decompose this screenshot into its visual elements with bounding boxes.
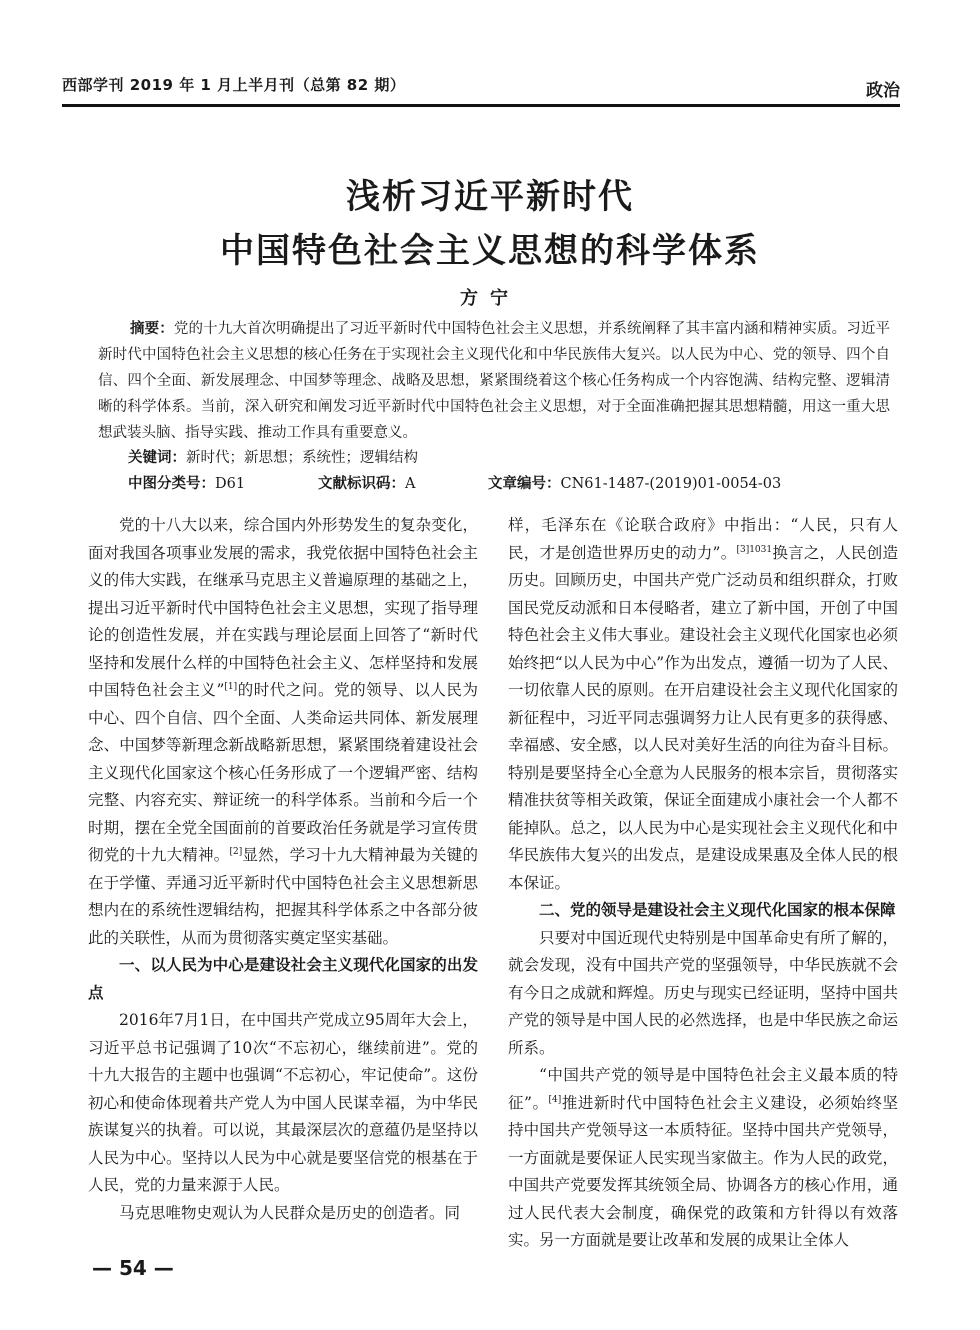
body-paragraph: 党的十八大以来，综合国内外形势发生的复杂变化，面对我国各项事业发展的需求，我党依据中国特色社会主义的伟大实践，在继承马克思主义普遍原理的基础之上，提出习近平新时代中国特色社会主义思想，实现了指导理论的创造性发展，并在实践与理论层面上回答了“新时代坚持和发展什么样的中国特色社会主义、怎样坚持和发展中国特色社会主义”[1]的时代之问。党的领导、以人民为中心、四个自信、四个全面、人类命运共同体、新发展理念、中国梦等新理念新战略新思想，紧紧围绕着建设社会主义现代化国家这个核心任务形成了一个逻辑严密、结构完整、内容充实、辩证统一的科学体系。当前和今后一个时期，摆在全党全国面前的首要政治任务就是学习宣传贯彻党的十九大精神。[2]显然，学习十九大精神最为关键的在于学懂、弄通习近平新时代中国特色社会主义思想新思想内在的系统性逻辑结构，把握其科学体系之中各部分彼此的关联性，从而为贯彻落实奠定坚实基础。 <box>88 516 478 947</box>
body-paragraph: 只要对中国近现代史特别是中国革命史有所了解的，就会发现，没有中国共产党的坚强领导，中华民族就不会有今日之成就和辉煌。历史与现实已经证明，坚持中国共产党的领导是中国人民的必然选择，也是中华民族之命运所系。 <box>508 928 898 1057</box>
journal-header: 西部学刊 2019 年 1 月上半月刊（总第 82 期） <box>62 76 406 94</box>
abstract <box>98 316 890 446</box>
body-paragraph: 马克思唯物史观认为人民群众是历史的创造者。同 <box>119 1203 461 1222</box>
left-column <box>88 512 478 1227</box>
body-paragraph: 2016年7月1日，在中国共产党成立95周年大会上，习近平总书记强调了10次“不忘初心，继续前进”。党的十九大报告的主题中也强调“不忘初心，牢记使命”。这份初心和使命体现着共产党人为中国人民谋幸福，为中华民族谋复兴的执着。可以说，其最深层次的意蕴仍是坚持以人民为中心。坚持以人民为中心就是要坚信党的根基在于人民，党的力量来源于人民。 <box>88 1011 478 1194</box>
keywords-label: 关键词： <box>128 450 186 466</box>
doc-code-label: 文献标识码： <box>318 476 405 492</box>
classification-line <box>128 472 888 493</box>
citation-ref: [2] <box>229 846 243 857</box>
abstract-label: 摘要： <box>130 321 174 337</box>
abstract-text: 党的十九大首次明确提出了习近平新时代中国特色社会主义思想，并系统阐释了其丰富内涵和精神实质。习近平新时代中国特色社会主义思想的核心任务在于实现社会主义现代化和中华民族伟大复兴。以人民为中心、党的领导、四个自信、四个全面、新发展理念、中国梦等理念、战略及思想，紧紧围绕着这个核心任务构成一个内容饱满、结构完整、逻辑清晰的科学体系。当前，深入研究和阐发习近平新时代中国特色社会主义思想，对于全面准确把握其思想精髓，用这一重大思想武装头脑、指导实践、推动工作具有重要意义。 <box>98 321 891 441</box>
article-title <box>0 170 980 278</box>
clc-label: 中图分类号： <box>128 476 215 492</box>
citation-ref: [1] <box>224 681 238 692</box>
clc-value: D61 <box>215 476 246 492</box>
citation-ref: [3]1031 <box>736 544 773 555</box>
section-label: 政治 <box>866 81 900 101</box>
citation-ref: [4] <box>548 1094 562 1105</box>
doc-code-value: A <box>405 476 416 492</box>
article-number-label: 文章编号： <box>488 476 561 492</box>
body-paragraph: “中国共产党的领导是中国特色社会主义最本质的特征”。[4]推进新时代中国特色社会主义建设，必须始终坚持中国共产党领导这一本质特征。坚持中国共产党领导，一方面就是要保证人民实现当家做主。作为人民的政党，中国共产党要发挥其统领全局、协调各方的核心作用，通过人民代表大会制度，确保党的政策和方针得以有效落实。另一方面就是要让改革和发展的成果让全体人 <box>508 1066 898 1249</box>
header-rule <box>62 104 900 107</box>
section-heading-2: 二、党的领导是建设社会主义现代化国家的根本保障 <box>539 901 896 919</box>
keywords-text: 新时代；新思想；系统性；逻辑结构 <box>186 450 418 466</box>
body-paragraph: 样，毛泽东在《论联合政府》中指出：“人民，只有人民，才是创造世界历史的动力”。$^{[3]1031}$换言之，人民创造历史。回顾历史，中国共产党广泛动员和组织群众，打败国民党反动派和日本侵略者，建立了新中国，开创了中国特色社会主义伟大事业。建设社会主义现代化国家也必须始终把“以人民为中心”作为出发点，遵循一切为了人民、一切依靠人民的原则。在开启建设社会主义现代化国家的新征程中，习近平同志强调努力让人民有更多的获得感、幸福感、安全感，以人民对美好生活的向往为奋斗目标。特别是要坚持全心全意为人民服务的根本宗旨，贯彻落实精准扶贫等相关政策，保证全面建成小康社会一个人都不能掉队。总之，以人民为中心是实现社会主义现代化和中华民族伟大复兴的出发点，是建设成果惠及全体人民的根本保证。 <box>508 516 898 892</box>
section-heading-1: 一、以人民为中心是建设社会主义现代化国家的出发点 <box>88 956 478 1002</box>
page-number: — 54 — <box>92 1256 174 1280</box>
right-column <box>508 512 898 1255</box>
author: 方宁 <box>460 288 520 309</box>
article-number-value: CN61-1487-(2019)01-0054-03 <box>560 476 782 492</box>
title-line-2: 中国特色社会主义思想的科学体系 <box>220 231 760 271</box>
title-line-1: 浅析习近平新时代 <box>346 177 634 217</box>
keywords <box>128 446 418 467</box>
